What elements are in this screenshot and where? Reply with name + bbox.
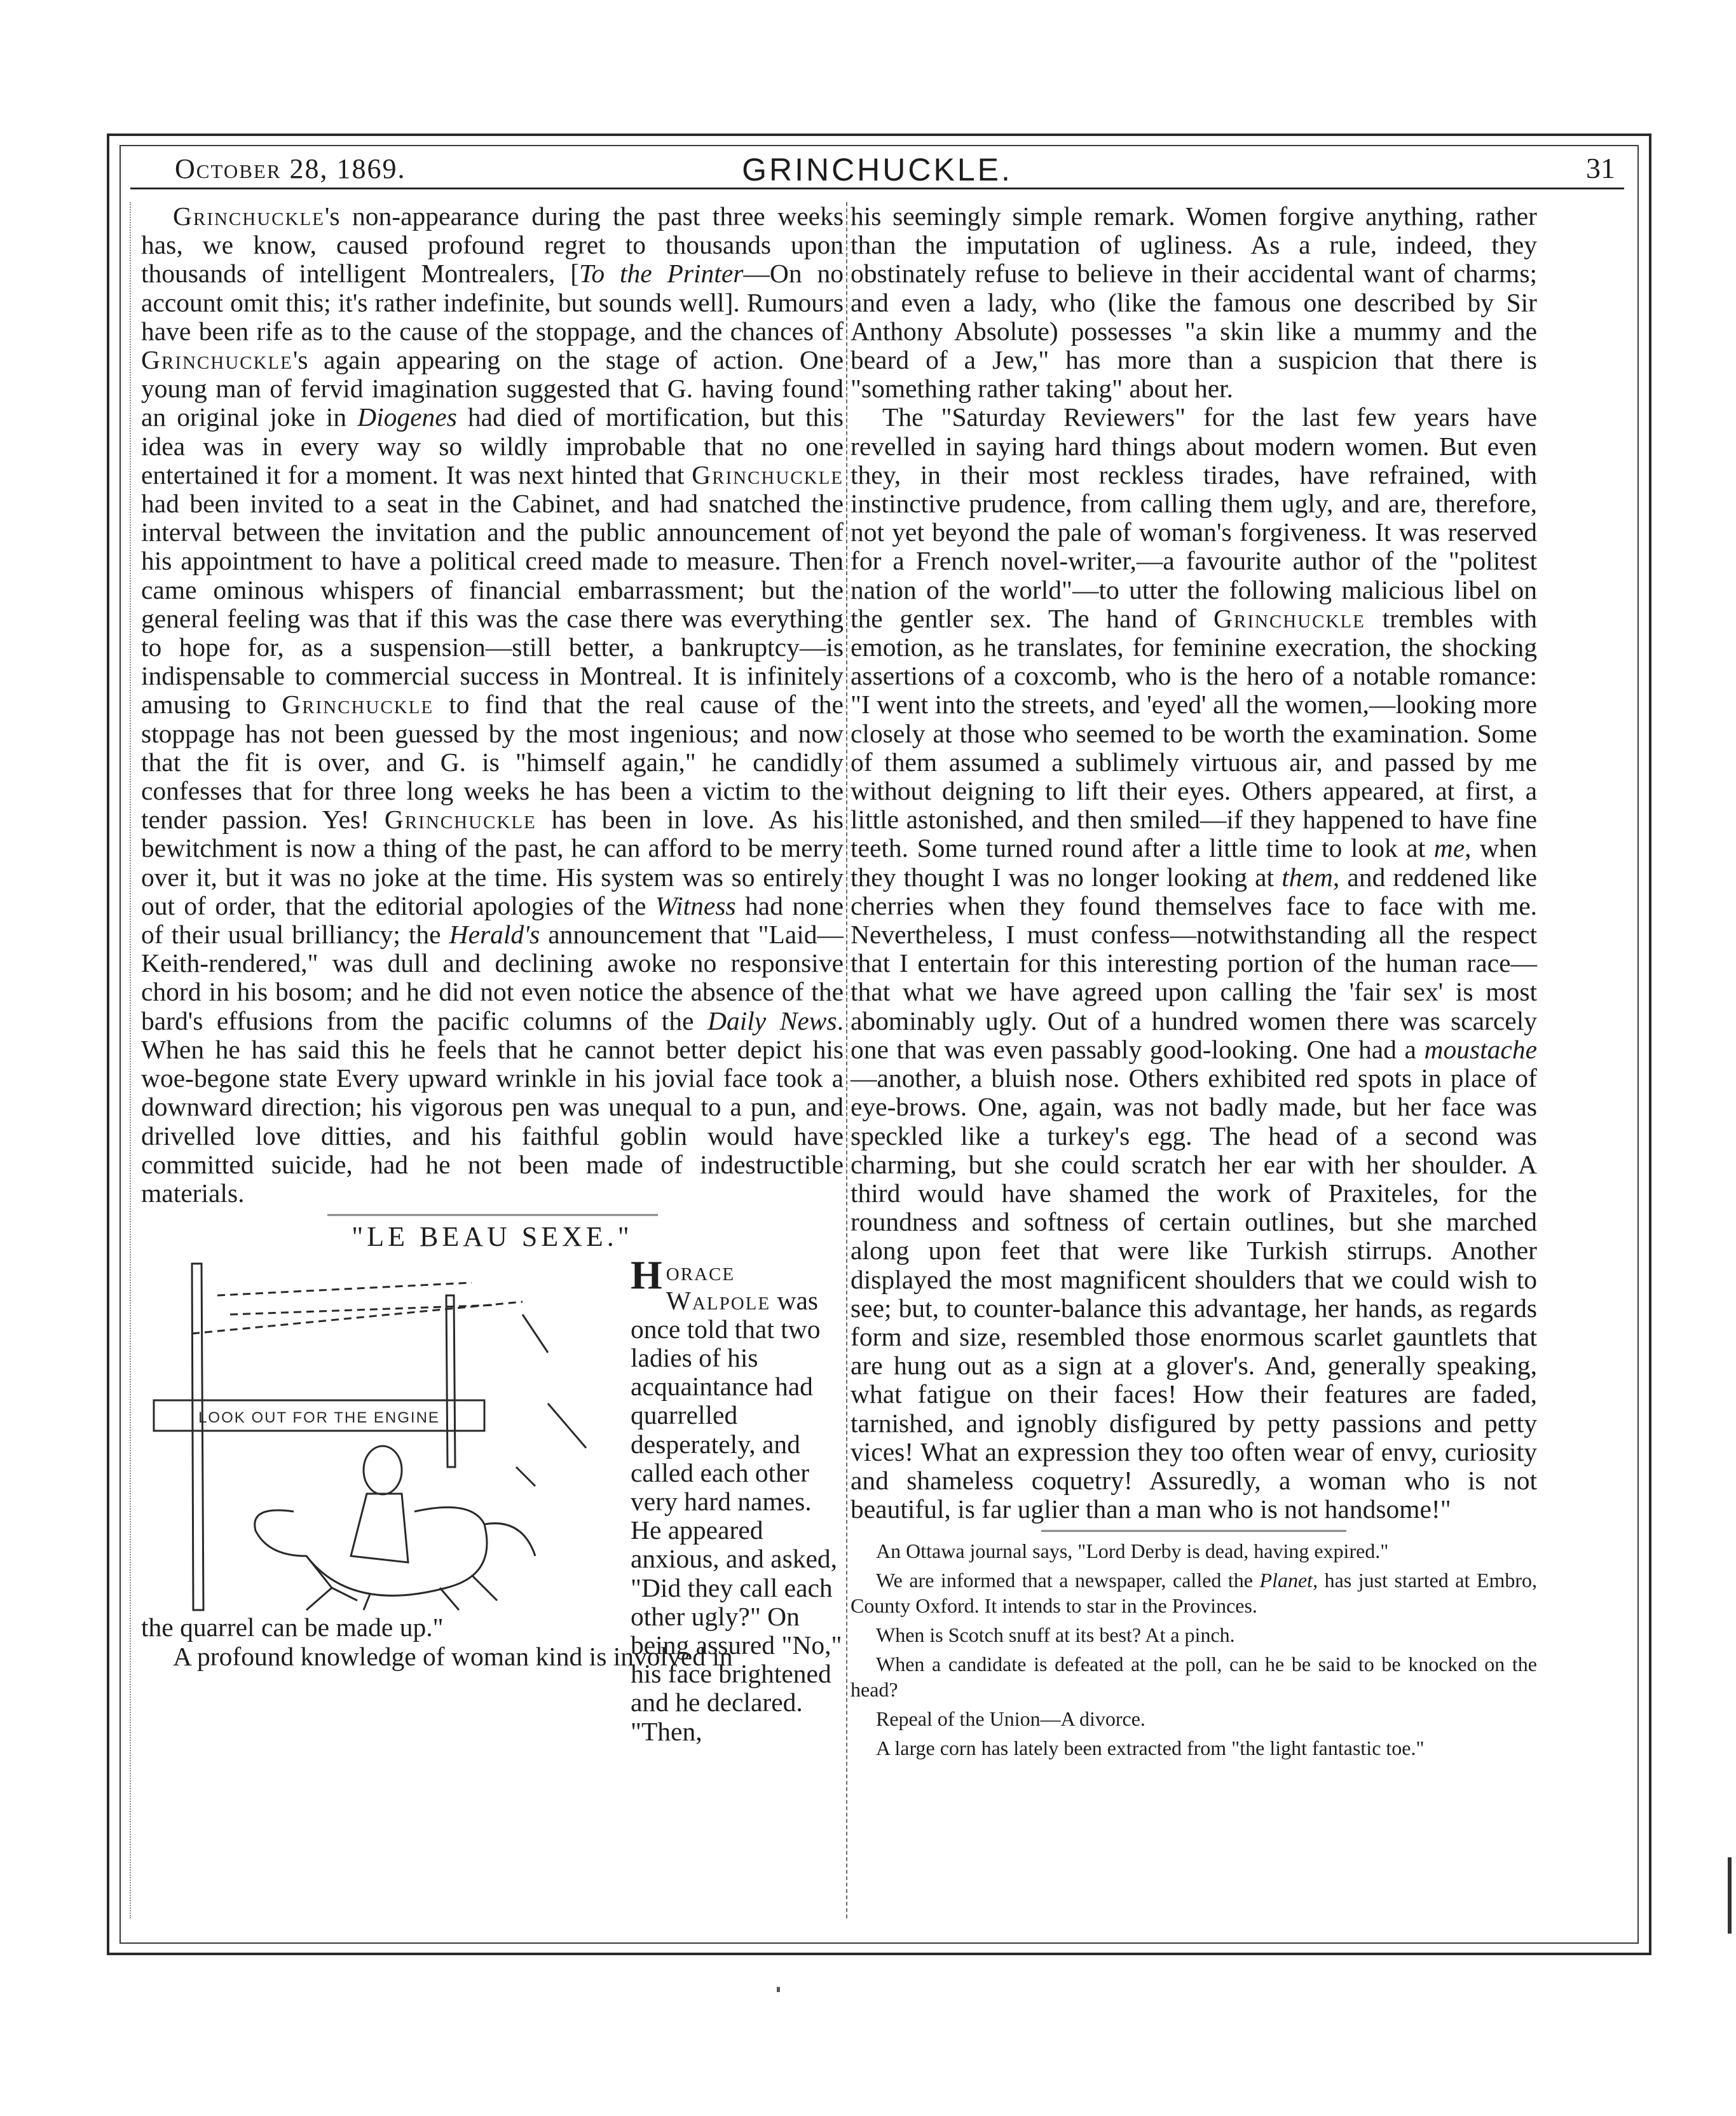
page-edge-mark — [1728, 1857, 1732, 1934]
note-item: When is Scotch snuff at its best? At a pinch. — [876, 1623, 1235, 1647]
right-column — [851, 202, 1537, 1764]
italic-me: me — [1433, 833, 1465, 863]
drop-cap: H — [631, 1252, 662, 1298]
name-grinchuckle: Grinchuckle — [1213, 603, 1365, 633]
name-grinchuckle: Grinchuckle — [692, 460, 844, 489]
name-grinchuckle: Grinchuckle — [384, 805, 537, 835]
notes-divider — [1041, 1530, 1346, 1532]
section-title: "LE BEAU SEXE." — [352, 1221, 633, 1253]
italic-them: them — [1281, 862, 1333, 892]
motion-lines — [516, 1314, 586, 1486]
note-item: When a candidate is defeated at the poll, can he be said to be knocked on the head? — [851, 1653, 1537, 1702]
page-number: 31 — [1586, 152, 1615, 184]
saturday-reviewers-paragraph: The "Saturday Reviewers" for the last few years have revelled in saying hard things about modern women. But even they, in their most reckless tirades, have refrained, with instinctive prudence, from calling them ugly, and are, therefore, not yet beyond the pale of woman's forgiveness. It was reserved for a French novel-writer,—a favourite author of the "politest nation of the world"—to utter the following malicious libel on the gentler sex. The hand of Grinchuckle trembles with emotion, as he translates, for feminine execration, the shocking assertions of a coxcomb, who is the hero of a notable romance: "I went into the streets, and 'eyed' all the women,—looking more closely at those who seemed to be worth the examination. Some of them assumed a sublimely virtuous air, and passed by me without deigning to lift their eyes. Others appeared, at first, a little astonished, and then smiled—if they happened to have fine teeth. Some turned round after a little time to look at me, when they thought I was no longer looking at them, and reddened like cherries when they found themselves face to face with me. Nevertheless, I must confess—notwithstanding all the respect that I entertain for this interesting portion of the human race—that what we have agreed upon calling the 'fair sex' is most abominably ugly. Out of a hundred women there was scarcely one that was even passably good-looking. One had a moustache—another, a bluish nose. Others exhibited red spots in place of eye-brows. One, again, was not badly made, but her face was speckled like a turkey's egg. The head of a second was charming, but she could scratch her ear with her shoulder. A third would have shamed the work of Praxiteles, for the roundness and softness of certain outlines, but she marched along upon feet that were like Turkish stirrups. Another displayed the most magnificent shoulders that we could wish to see; but, to counter-balance this advantage, her hands, as regards form and size, resembled those enormous scarlet gauntlets that are hung out as a sign at a glover's. And, generally speaking, what fatigue on their faces! How their features are faded, tarnished, and ignobly disfigured by petty passions and petty vices! What an expression they too often wear of envy, curiosity and shameless coquetry! Assuredly, a woman who is not beautiful, is far uglier than a man who is not handsome!" — [851, 402, 1537, 1524]
closing-line: A profound knowledge of woman kind is involved in — [173, 1641, 733, 1671]
italic-planet: Planet — [1259, 1569, 1313, 1592]
walpole-paragraph: Horace Walpole was once told that two ladies of his acquaintance had quarrelled desperately, and called each other very hard names. He appeared anxious, and asked, "Did they call each other ugly?" On being assured "No," his face brightened and he declared. "Then, — [631, 1252, 842, 1746]
horse-body — [306, 1508, 487, 1596]
name-walpole: orace Walpole — [666, 1257, 771, 1315]
sign-text: LOOK OUT FOR THE ENGINE — [198, 1409, 440, 1427]
rider-body — [351, 1494, 408, 1562]
left-column — [141, 201, 844, 1746]
italic-moustache: moustache — [1424, 1034, 1537, 1064]
italic-daily-news: Daily News — [707, 1006, 837, 1035]
horse-tail — [484, 1524, 535, 1556]
walpole-paragraph-end: the quarrel can be made up." — [141, 1613, 444, 1642]
masthead-title: GRINCHUCKLE. — [742, 152, 1013, 188]
signpost-left — [192, 1264, 203, 1610]
opening-paragraph: Grinchuckle's non-appearance during the past three weeks has, we know, caused profound regret to thousands upon thousands of intelligent Montrealers, [To the Printer—On no account omit this; it's rather indefinite, but sounds well]. Rumours have been rife as to the cause of the stoppage, and the chances of Grinchuckle's again appearing on the stage of action. One young man of fervid imagination suggested that G. having found an original joke in Diogenes had died of mortification, but this idea was in every way so wildly improbable that no one entertained it for a moment. It was next hinted that Grinchuckle had been invited to a seat in the Cabinet, and had snatched the interval between the invitation and the public announcement of his appointment to have a political creed made to measure. Then came ominous whispers of financial embarrassment; but the general feeling was that if this was the case there was everything to hope for, as a suspension—still better, a bankruptcy—is indispensable to commercial success in Montreal. It is infinitely amusing to Grinchuckle to find that the real cause of the stoppage has not been guessed by the most ingenious; and now that the fit is over, and G. is "himself again," he candidly confesses that for three long weeks he has been a victim to the tender passion. Yes! Grinchuckle has been in love. As his bewitchment is now a thing of the past, he can afford to be merry over it, but it was no joke at the time. His system was so entirely out of order, that the editorial apologies of the Witness had none of their usual brilliancy; the Herald's announcement that "Laid—Keith-rendered," was dull and declining awoke no responsive chord in his bosom; and he did not even notice the absence of the bard's effusions from the pacific columns of the Daily News. When he has said this he feels that he cannot better depict his woe-begone state Every upward wrinkle in his jovial face took a downward direction; his vigorous pen was unequal to a pun, and drivelled love ditties, and his faithful goblin would have committed suicide, had he not been made of indestructible materials. — [141, 201, 844, 1208]
note-item: An Ottawa journal says, "Lord Derby is dead, having expired." — [876, 1539, 1389, 1563]
continuation-paragraph: his seemingly simple remark. Women forgive anything, rather than the imputation of ugliness. As a rule, indeed, they obstinately refuse to believe in their accidental want of charms; and even a lady, who (like the famous one described by Sir Anthony Absolute) possesses "a skin like a mummy and the beard of a Jew," has more than a suspicion that there is "something rather taking" about her. — [851, 201, 1537, 404]
italic-herald: Herald's — [449, 920, 540, 950]
rider-head — [364, 1446, 402, 1494]
signpost-right — [446, 1295, 455, 1467]
section-divider — [327, 1214, 658, 1216]
print-speck — [777, 1987, 780, 1992]
italic-witness: Witness — [655, 891, 736, 920]
italic-diogenes: Diogenes — [357, 402, 457, 432]
woodcut-illustration — [141, 1257, 624, 1613]
name-grinchuckle: Grinchuckle — [282, 690, 434, 720]
note-item: Repeal of the Union—A divorce. — [876, 1707, 1145, 1731]
fence-rails — [192, 1283, 523, 1334]
printer-note: To the Printer — [579, 259, 744, 289]
name-grinchuckle: Grinchuckle — [141, 345, 293, 375]
short-notes — [851, 1538, 1537, 1761]
left-margin-rule — [130, 202, 131, 1918]
page-header — [130, 150, 1624, 189]
issue-date: October 28, 1869. — [175, 153, 406, 184]
column-separator — [846, 202, 847, 1918]
horse-head — [255, 1510, 357, 1601]
note-item: A large corn has lately been extracted from "the light fantastic toe." — [876, 1737, 1425, 1760]
note-item: We are informed that a newspaper, called the Planet, has just started at Embro, County Oxford. It intends to star in the Provinces. — [851, 1569, 1538, 1618]
name-grinchuckle: Grinchuckle — [173, 201, 325, 231]
